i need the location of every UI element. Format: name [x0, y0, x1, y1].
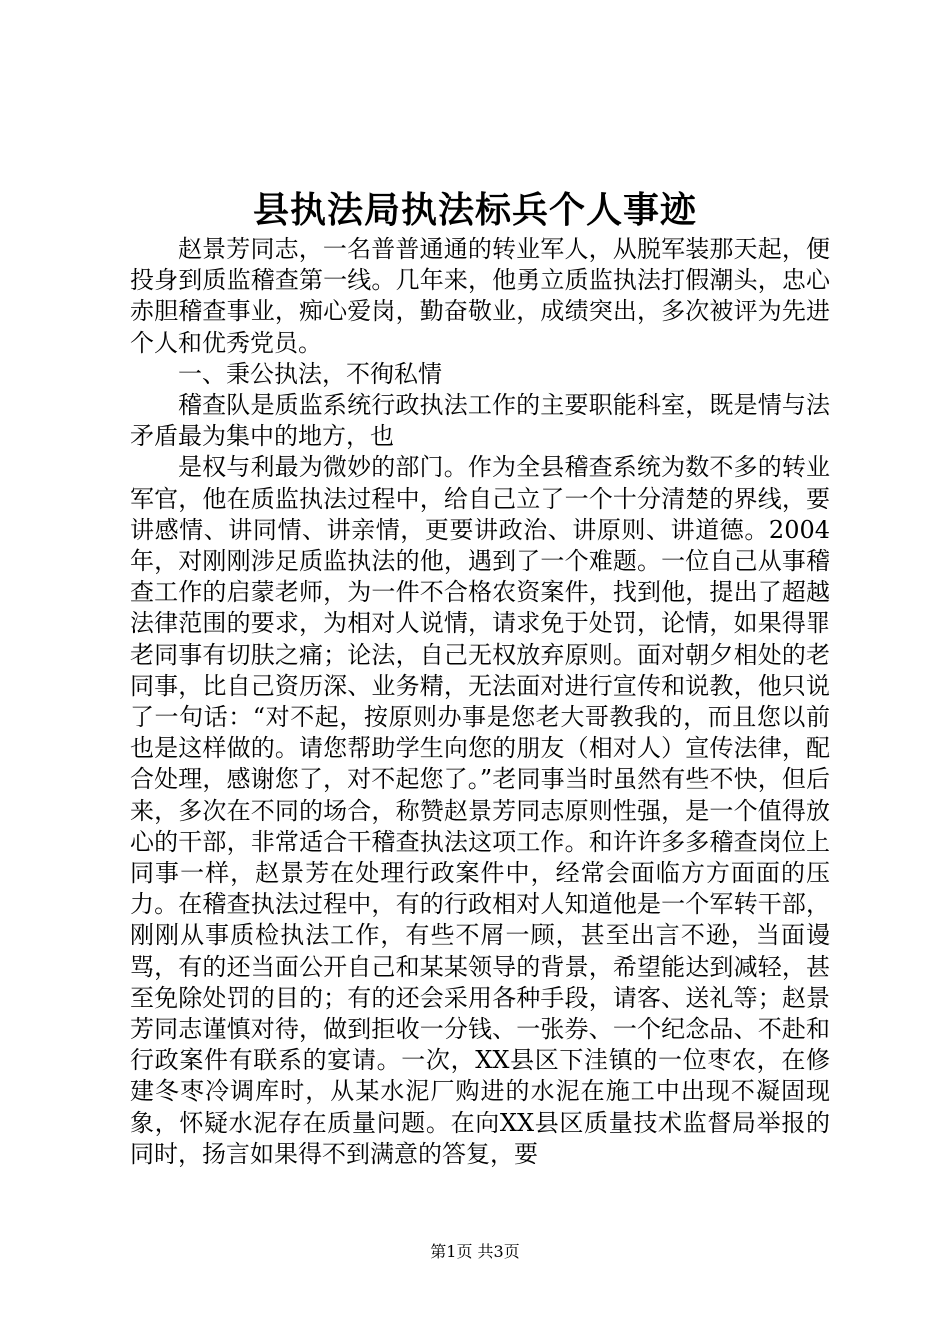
paragraph-fragment: 稽查队是质监系统行政执法工作的主要职能科室，既是情与法矛盾最为集中的地方，也 [130, 391, 830, 451]
page-footer: 第1页 共3页 [430, 1242, 520, 1261]
paragraph-intro: 赵景芳同志，一名普普通通的转业军人，从脱军装那天起，便投身到质监稽查第一线。几年来，他勇立质监执法打假潮头，忠心赤胆稽查事业，痴心爱岗，勤奋敬业，成绩突出，多次被评为先进个人和优秀党员。 [130, 235, 830, 357]
paragraph-main: 是权与利最为微妙的部门。作为全县稽查系统为数不多的转业军官，他在质监执法过程中，给自己立了一个十分清楚的界线，要讲感情、讲同情、讲亲情，更要讲政治、讲原则、讲道德。2004年，对刚刚涉足质监执法的他，遇到了一个难题。一位自己从事稽查工作的启蒙老师，为一件不合格农资案件，找到他，提出了超越法律范围的要求，为相对人说情，请求免于处罚，论情，如果得罪老同事有切肤之痛；论法，自己无权放弃原则。面对朝夕相处的老同事，比自己资历深、业务精，无法面对进行宣传和说教，他只说了一句话：“对不起，按原则办事是您老大哥教我的，而且您以前也是这样做的。请您帮助学生向您的朋友（相对人）宣传法律，配合处理，感谢您了，对不起您了。”老同事当时虽然有些不快，但后来，多次在不同的场合，称赞赵景芳同志原则性强，是一个值得放心的干部，非常适合干稽查执法这项工作。和许许多多稽查岗位上同事一样，赵景芳在处理行政案件中，经常会面临方方面面的压力。在稽查执法过程中，有的行政相对人知道他是一个军转干部，刚刚从事质检执法工作，有些不屑一顾，甚至出言不逊，当面谩骂，有的还当面公开自己和某某领导的背景，希望能达到减轻，甚至免除处罚的目的；有的还会采用各种手段，请客、送礼等；赵景芳同志谨慎对待，做到拒收一分钱、一张券、一个纪念品、不赴和行政案件有联系的宴请。一次，XX县区下洼镇的一位枣农，在修建冬枣冷调库时，从某水泥厂购进的水泥在施工中出现不凝固现象，怀疑水泥存在质量问题。在向XX县区质量技术监督局举报的同时，扬言如果得不到满意的答复，要 [130, 453, 830, 1168]
document-body [130, 234, 830, 1170]
section-heading: 一、秉公执法，不徇私情 [178, 359, 442, 388]
document-title: 县执法局执法标兵个人事迹 [252, 189, 697, 231]
